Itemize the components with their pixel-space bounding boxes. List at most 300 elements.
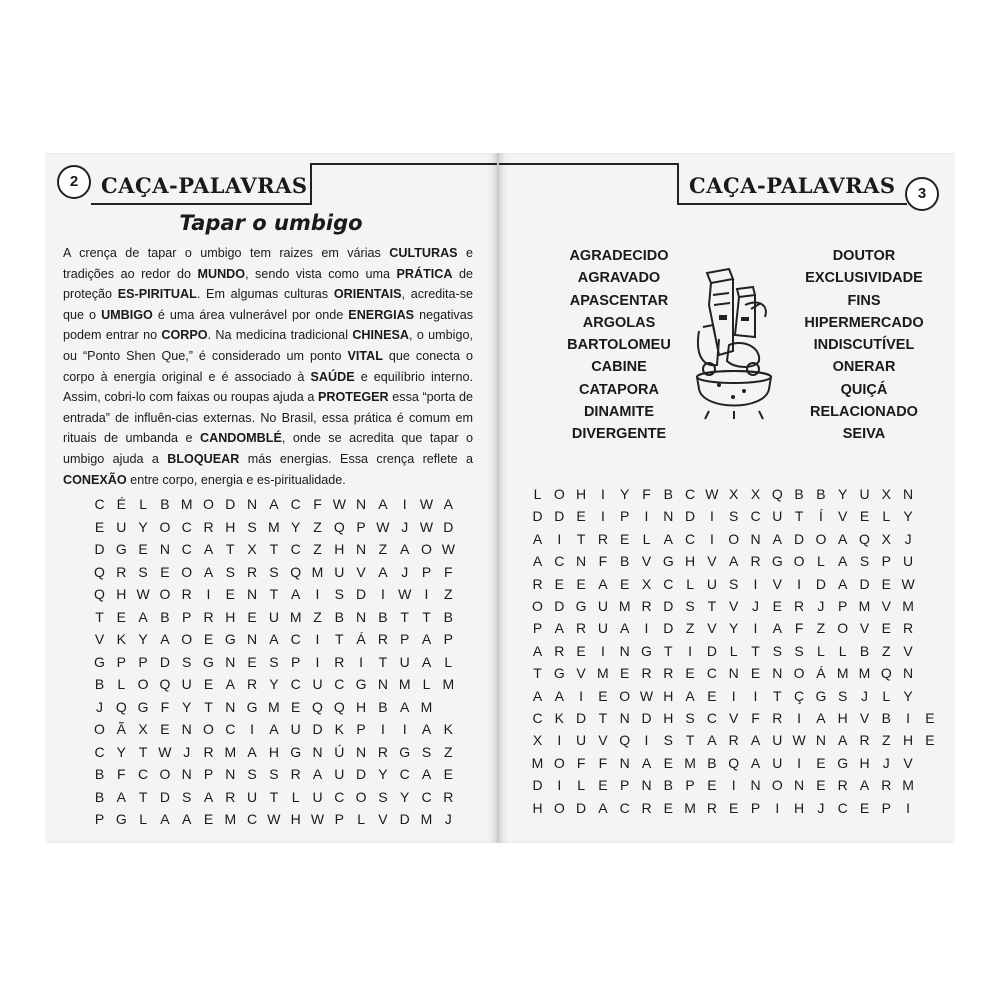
grid-letter[interactable]: H bbox=[268, 743, 279, 760]
grid-letter[interactable]: T bbox=[576, 530, 586, 547]
grid-letter[interactable]: A bbox=[685, 687, 695, 704]
grid-letter[interactable]: W bbox=[705, 486, 719, 502]
grid-letter[interactable]: P bbox=[356, 518, 366, 535]
grid-letter[interactable]: D bbox=[685, 508, 696, 525]
grid-letter[interactable]: E bbox=[859, 508, 870, 525]
grid-letter[interactable]: C bbox=[290, 541, 301, 557]
grid-letter[interactable]: L bbox=[577, 777, 585, 794]
grid-letter[interactable]: A bbox=[203, 563, 214, 580]
grid-letter[interactable]: X bbox=[729, 486, 739, 502]
grid-letter[interactable]: V bbox=[903, 642, 913, 659]
grid-letter[interactable]: I bbox=[731, 777, 736, 794]
grid-letter[interactable]: N bbox=[312, 743, 323, 760]
grid-letter[interactable]: C bbox=[619, 799, 630, 816]
grid-letter[interactable]: N bbox=[247, 586, 258, 602]
grid-letter[interactable]: A bbox=[554, 620, 564, 637]
grid-letter[interactable]: J bbox=[444, 811, 452, 827]
grid-letter[interactable]: W bbox=[376, 518, 390, 535]
grid-letter[interactable]: Q bbox=[880, 665, 892, 682]
grid-letter[interactable]: A bbox=[838, 575, 848, 592]
grid-letter[interactable]: X bbox=[641, 575, 652, 592]
grid-letter[interactable]: X bbox=[532, 732, 543, 749]
grid-letter[interactable]: O bbox=[553, 486, 565, 502]
grid-letter[interactable]: L bbox=[816, 642, 825, 659]
grid-letter[interactable]: N bbox=[815, 732, 826, 749]
grid-letter[interactable]: I bbox=[359, 653, 364, 670]
grid-letter[interactable]: Ú bbox=[334, 743, 345, 760]
grid-letter[interactable]: B bbox=[620, 553, 630, 570]
grid-letter[interactable]: F bbox=[444, 563, 453, 580]
grid-letter[interactable]: R bbox=[794, 598, 805, 614]
grid-letter[interactable]: P bbox=[203, 766, 214, 782]
grid-letter[interactable]: I bbox=[731, 687, 736, 704]
grid-letter[interactable]: D bbox=[641, 710, 652, 726]
grid-letter[interactable]: T bbox=[685, 732, 695, 749]
grid-letter[interactable]: T bbox=[794, 508, 804, 525]
grid-letter[interactable]: S bbox=[247, 518, 257, 535]
grid-letter[interactable]: R bbox=[881, 777, 892, 794]
grid-letter[interactable]: A bbox=[750, 732, 761, 749]
grid-letter[interactable]: U bbox=[597, 598, 608, 614]
grid-letter[interactable]: P bbox=[838, 598, 848, 614]
grid-letter[interactable]: S bbox=[269, 766, 279, 782]
grid-letter[interactable]: A bbox=[138, 608, 148, 625]
grid-letter[interactable]: C bbox=[138, 766, 149, 782]
grid-letter[interactable]: D bbox=[706, 642, 717, 659]
grid-letter[interactable]: E bbox=[707, 777, 717, 794]
grid-letter[interactable]: S bbox=[247, 766, 257, 782]
grid-letter[interactable]: S bbox=[334, 586, 344, 602]
grid-letter[interactable]: I bbox=[775, 799, 780, 816]
grid-letter[interactable]: D bbox=[815, 575, 826, 592]
grid-letter[interactable]: I bbox=[753, 575, 758, 592]
grid-letter[interactable]: S bbox=[378, 788, 388, 805]
grid-letter[interactable]: T bbox=[400, 608, 409, 625]
grid-letter[interactable]: Z bbox=[313, 541, 322, 557]
grid-letter[interactable]: R bbox=[377, 631, 388, 647]
grid-letter[interactable]: T bbox=[204, 698, 213, 715]
grid-letter[interactable]: L bbox=[117, 676, 126, 692]
grid-letter[interactable]: C bbox=[181, 541, 192, 557]
grid-letter[interactable]: H bbox=[663, 710, 674, 726]
grid-letter[interactable]: E bbox=[729, 799, 739, 816]
grid-letter[interactable]: Y bbox=[269, 676, 279, 692]
grid-letter[interactable]: V bbox=[903, 754, 913, 771]
grid-letter[interactable]: P bbox=[400, 631, 410, 647]
grid-letter[interactable]: U bbox=[247, 788, 258, 805]
grid-letter[interactable]: T bbox=[335, 631, 344, 647]
grid-letter[interactable]: U bbox=[706, 575, 717, 592]
grid-letter[interactable]: W bbox=[332, 496, 346, 512]
grid-letter[interactable]: A bbox=[772, 620, 782, 637]
grid-letter[interactable]: R bbox=[576, 620, 587, 637]
grid-letter[interactable]: R bbox=[641, 799, 652, 816]
grid-letter[interactable]: H bbox=[663, 687, 674, 704]
grid-letter[interactable]: Z bbox=[685, 620, 695, 637]
grid-letter[interactable]: T bbox=[598, 710, 608, 726]
grid-letter[interactable]: O bbox=[553, 799, 565, 816]
grid-letter[interactable]: X bbox=[138, 721, 148, 737]
grid-letter[interactable]: G bbox=[815, 687, 827, 704]
grid-letter[interactable]: R bbox=[750, 553, 761, 570]
grid-letter[interactable]: N bbox=[181, 766, 192, 782]
grid-letter[interactable]: U bbox=[772, 508, 783, 525]
grid-letter[interactable]: I bbox=[709, 530, 714, 547]
grid-letter[interactable]: M bbox=[858, 598, 871, 614]
grid-letter[interactable]: R bbox=[247, 676, 258, 692]
grid-letter[interactable]: B bbox=[378, 698, 388, 715]
grid-letter[interactable]: R bbox=[203, 518, 214, 535]
grid-letter[interactable]: S bbox=[182, 653, 192, 670]
grid-letter[interactable]: P bbox=[182, 608, 192, 625]
grid-letter[interactable]: I bbox=[579, 687, 584, 704]
grid-letter[interactable]: Á bbox=[356, 631, 366, 647]
grid-letter[interactable]: U bbox=[334, 766, 345, 782]
grid-letter[interactable]: M bbox=[836, 665, 849, 682]
grid-letter[interactable]: C bbox=[837, 799, 848, 816]
grid-letter[interactable]: N bbox=[356, 541, 367, 557]
grid-letter[interactable]: A bbox=[203, 541, 214, 557]
grid-letter[interactable]: W bbox=[310, 811, 325, 827]
grid-letter[interactable]: D bbox=[794, 530, 805, 547]
grid-letter[interactable]: Q bbox=[333, 698, 345, 715]
grid-letter[interactable]: Z bbox=[882, 732, 891, 749]
grid-letter[interactable]: A bbox=[378, 496, 388, 512]
grid-letter[interactable]: A bbox=[729, 553, 739, 570]
grid-letter[interactable]: I bbox=[557, 732, 562, 749]
grid-letter[interactable]: W bbox=[267, 811, 281, 827]
grid-letter[interactable]: N bbox=[619, 710, 630, 726]
grid-letter[interactable]: E bbox=[925, 732, 935, 749]
grid-letter[interactable]: Y bbox=[182, 698, 192, 715]
grid-letter[interactable]: O bbox=[771, 777, 783, 794]
grid-letter[interactable]: U bbox=[772, 754, 783, 771]
grid-letter[interactable]: E bbox=[225, 586, 235, 602]
grid-letter[interactable]: C bbox=[290, 631, 301, 647]
grid-letter[interactable]: Ã bbox=[116, 721, 126, 737]
grid-letter[interactable]: O bbox=[815, 530, 827, 547]
grid-letter[interactable]: C bbox=[94, 496, 105, 512]
grid-letter[interactable]: A bbox=[838, 530, 848, 547]
grid-letter[interactable]: Q bbox=[290, 563, 302, 580]
grid-letter[interactable]: R bbox=[641, 665, 652, 682]
grid-letter[interactable]: I bbox=[402, 496, 407, 512]
grid-letter[interactable]: A bbox=[532, 530, 543, 547]
grid-letter[interactable]: V bbox=[641, 553, 652, 570]
grid-letter[interactable]: G bbox=[115, 811, 127, 827]
grid-letter[interactable]: R bbox=[706, 799, 717, 816]
grid-letter[interactable]: S bbox=[421, 743, 432, 760]
grid-letter[interactable]: L bbox=[816, 553, 825, 570]
grid-letter[interactable]: S bbox=[269, 653, 279, 670]
grid-letter[interactable]: M bbox=[420, 811, 433, 827]
grid-letter[interactable]: Y bbox=[838, 486, 848, 502]
grid-letter[interactable]: F bbox=[160, 698, 170, 715]
grid-letter[interactable]: P bbox=[881, 799, 891, 816]
grid-letter[interactable]: C bbox=[181, 518, 192, 535]
grid-letter[interactable]: S bbox=[838, 687, 848, 704]
grid-letter[interactable]: E bbox=[576, 642, 586, 659]
grid-letter[interactable]: X bbox=[750, 486, 761, 502]
grid-letter[interactable]: O bbox=[553, 754, 565, 771]
grid-letter[interactable]: J bbox=[817, 598, 825, 614]
grid-letter[interactable]: J bbox=[183, 743, 191, 760]
grid-letter[interactable]: A bbox=[203, 788, 214, 805]
grid-letter[interactable]: I bbox=[600, 508, 605, 525]
grid-letter[interactable]: W bbox=[792, 732, 806, 749]
grid-letter[interactable]: T bbox=[269, 586, 279, 602]
grid-letter[interactable]: G bbox=[399, 743, 411, 760]
grid-letter[interactable]: J bbox=[752, 598, 759, 614]
grid-letter[interactable]: V bbox=[598, 732, 608, 749]
grid-letter[interactable]: I bbox=[688, 642, 693, 659]
grid-letter[interactable]: D bbox=[532, 508, 543, 525]
grid-letter[interactable]: Y bbox=[138, 518, 148, 535]
grid-letter[interactable]: K bbox=[116, 631, 126, 647]
grid-letter[interactable]: R bbox=[859, 732, 870, 749]
grid-letter[interactable]: H bbox=[532, 799, 543, 816]
grid-letter[interactable]: C bbox=[706, 710, 717, 726]
grid-letter[interactable]: M bbox=[268, 698, 280, 715]
grid-letter[interactable]: R bbox=[837, 777, 848, 794]
grid-letter[interactable]: B bbox=[881, 710, 891, 726]
grid-letter[interactable]: Q bbox=[159, 676, 171, 692]
grid-letter[interactable]: U bbox=[312, 788, 323, 805]
grid-letter[interactable]: F bbox=[794, 620, 804, 637]
grid-letter[interactable]: C bbox=[706, 665, 717, 682]
grid-letter[interactable]: A bbox=[554, 687, 564, 704]
grid-letter[interactable]: A bbox=[620, 620, 630, 637]
grid-letter[interactable]: Z bbox=[444, 586, 453, 602]
grid-letter[interactable]: I bbox=[250, 721, 255, 737]
grid-letter[interactable]: A bbox=[641, 754, 652, 771]
grid-letter[interactable]: I bbox=[906, 799, 911, 816]
grid-letter[interactable]: E bbox=[620, 575, 630, 592]
grid-letter[interactable]: L bbox=[882, 687, 891, 704]
grid-letter[interactable]: O bbox=[137, 676, 149, 692]
grid-letter[interactable]: M bbox=[398, 676, 411, 692]
grid-letter[interactable]: O bbox=[728, 530, 740, 547]
grid-letter[interactable]: U bbox=[312, 676, 323, 692]
grid-letter[interactable]: Y bbox=[903, 508, 913, 525]
grid-letter[interactable]: Y bbox=[138, 631, 148, 647]
grid-letter[interactable]: E bbox=[160, 721, 170, 737]
grid-letter[interactable]: B bbox=[663, 486, 673, 502]
grid-letter[interactable]: Q bbox=[94, 586, 105, 602]
grid-letter[interactable]: M bbox=[684, 754, 696, 771]
grid-letter[interactable]: F bbox=[117, 766, 126, 782]
grid-letter[interactable]: W bbox=[419, 496, 434, 512]
grid-letter[interactable]: B bbox=[160, 608, 170, 625]
grid-letter[interactable]: J bbox=[401, 563, 409, 580]
grid-letter[interactable]: R bbox=[225, 788, 236, 805]
grid-letter[interactable]: C bbox=[554, 553, 565, 570]
grid-letter[interactable]: B bbox=[443, 608, 453, 625]
grid-letter[interactable]: U bbox=[903, 553, 914, 570]
grid-letter[interactable]: E bbox=[598, 777, 608, 794]
grid-letter[interactable]: A bbox=[160, 631, 170, 647]
grid-letter[interactable]: E bbox=[598, 687, 608, 704]
grid-letter[interactable]: A bbox=[859, 777, 870, 794]
grid-letter[interactable]: F bbox=[313, 496, 322, 512]
grid-letter[interactable]: X bbox=[247, 541, 257, 557]
grid-letter[interactable]: M bbox=[531, 754, 544, 771]
grid-letter[interactable]: Q bbox=[115, 698, 127, 715]
grid-letter[interactable]: C bbox=[290, 676, 301, 692]
grid-letter[interactable]: D bbox=[356, 586, 367, 602]
grid-letter[interactable]: B bbox=[859, 642, 870, 659]
grid-letter[interactable]: M bbox=[224, 811, 237, 827]
grid-letter[interactable]: R bbox=[554, 642, 565, 659]
grid-letter[interactable]: C bbox=[225, 721, 236, 737]
grid-letter[interactable]: O bbox=[159, 586, 171, 602]
grid-letter[interactable]: D bbox=[663, 620, 674, 637]
grid-letter[interactable]: T bbox=[773, 687, 782, 704]
grid-letter[interactable]: N bbox=[356, 608, 367, 625]
grid-letter[interactable]: I bbox=[644, 620, 649, 637]
grid-letter[interactable]: E bbox=[772, 598, 782, 614]
grid-letter[interactable]: G bbox=[553, 665, 565, 682]
grid-letter[interactable]: D bbox=[859, 575, 870, 592]
grid-letter[interactable]: P bbox=[685, 777, 695, 794]
grid-letter[interactable]: I bbox=[600, 642, 605, 659]
grid-letter[interactable]: L bbox=[882, 508, 891, 525]
grid-letter[interactable]: T bbox=[138, 743, 148, 760]
grid-letter[interactable]: K bbox=[334, 721, 344, 737]
grid-letter[interactable]: P bbox=[356, 721, 366, 737]
grid-letter[interactable]: N bbox=[247, 496, 258, 512]
grid-letter[interactable]: R bbox=[663, 665, 674, 682]
grid-letter[interactable]: U bbox=[597, 620, 608, 637]
grid-letter[interactable]: G bbox=[94, 653, 105, 670]
grid-letter[interactable]: A bbox=[598, 799, 608, 816]
grid-letter[interactable]: M bbox=[902, 777, 914, 794]
grid-letter[interactable]: E bbox=[881, 620, 891, 637]
grid-letter[interactable]: S bbox=[729, 508, 739, 525]
grid-letter[interactable]: A bbox=[312, 766, 323, 782]
grid-letter[interactable]: J bbox=[817, 799, 825, 816]
grid-letter[interactable]: C bbox=[247, 811, 258, 827]
grid-letter[interactable]: O bbox=[181, 631, 193, 647]
grid-letter[interactable]: P bbox=[620, 777, 630, 794]
grid-letter[interactable]: E bbox=[576, 575, 586, 592]
grid-letter[interactable]: N bbox=[619, 642, 630, 659]
grid-letter[interactable]: N bbox=[159, 541, 170, 557]
grid-letter[interactable]: H bbox=[903, 732, 914, 749]
grid-letter[interactable]: F bbox=[751, 710, 760, 726]
grid-letter[interactable]: S bbox=[794, 642, 804, 659]
grid-letter[interactable]: T bbox=[138, 788, 148, 805]
grid-letter[interactable]: O bbox=[355, 788, 367, 805]
grid-letter[interactable]: U bbox=[334, 563, 345, 580]
grid-letter[interactable]: J bbox=[96, 698, 103, 715]
grid-letter[interactable]: H bbox=[290, 811, 301, 827]
grid-letter[interactable]: X bbox=[881, 486, 891, 502]
grid-letter[interactable]: I bbox=[600, 486, 605, 502]
grid-letter[interactable]: D bbox=[554, 598, 565, 614]
grid-letter[interactable]: E bbox=[160, 563, 170, 580]
grid-letter[interactable]: A bbox=[160, 811, 170, 827]
grid-letter[interactable]: Z bbox=[378, 541, 388, 557]
grid-letter[interactable]: A bbox=[838, 732, 848, 749]
grid-letter[interactable]: C bbox=[94, 743, 105, 760]
grid-letter[interactable]: M bbox=[224, 743, 237, 760]
grid-letter[interactable]: É bbox=[116, 496, 126, 512]
grid-letter[interactable]: Y bbox=[291, 518, 301, 535]
grid-letter[interactable]: T bbox=[751, 642, 760, 659]
grid-letter[interactable]: K bbox=[554, 710, 564, 726]
grid-letter[interactable]: D bbox=[225, 496, 236, 512]
grid-letter[interactable]: O bbox=[837, 620, 849, 637]
grid-letter[interactable]: D bbox=[554, 508, 565, 525]
grid-letter[interactable]: L bbox=[642, 530, 651, 547]
grid-letter[interactable]: E bbox=[685, 665, 695, 682]
grid-letter[interactable]: C bbox=[750, 508, 761, 525]
grid-letter[interactable]: B bbox=[663, 777, 673, 794]
grid-letter[interactable]: B bbox=[816, 486, 826, 502]
grid-letter[interactable]: Y bbox=[116, 743, 126, 760]
grid-letter[interactable]: W bbox=[158, 743, 172, 760]
grid-letter[interactable]: I bbox=[424, 586, 429, 602]
grid-letter[interactable]: I bbox=[797, 710, 802, 726]
grid-letter[interactable]: V bbox=[859, 710, 870, 726]
grid-letter[interactable]: A bbox=[182, 811, 192, 827]
grid-letter[interactable]: D bbox=[576, 799, 587, 816]
grid-letter[interactable]: N bbox=[641, 777, 652, 794]
grid-letter[interactable]: R bbox=[903, 620, 914, 637]
grid-letter[interactable]: M bbox=[902, 598, 914, 614]
grid-letter[interactable]: T bbox=[378, 653, 388, 670]
grid-letter[interactable]: C bbox=[421, 788, 432, 805]
grid-letter[interactable]: H bbox=[859, 754, 870, 771]
grid-letter[interactable]: M bbox=[180, 496, 193, 512]
grid-letter[interactable]: A bbox=[421, 721, 432, 737]
grid-letter[interactable]: E bbox=[620, 530, 630, 547]
grid-letter[interactable]: F bbox=[598, 553, 608, 570]
grid-letter[interactable]: R bbox=[116, 563, 127, 580]
grid-letter[interactable]: S bbox=[859, 553, 870, 570]
grid-letter[interactable]: T bbox=[269, 541, 279, 557]
grid-letter[interactable]: A bbox=[421, 766, 432, 782]
grid-letter[interactable]: P bbox=[291, 653, 301, 670]
grid-letter[interactable]: A bbox=[400, 541, 410, 557]
grid-letter[interactable]: A bbox=[707, 732, 717, 749]
grid-letter[interactable]: V bbox=[707, 553, 717, 570]
grid-letter[interactable]: C bbox=[685, 486, 696, 502]
grid-letter[interactable]: G bbox=[662, 553, 674, 570]
grid-letter[interactable]: C bbox=[399, 766, 410, 782]
grid-letter[interactable]: N bbox=[750, 530, 761, 547]
grid-letter[interactable]: O bbox=[94, 721, 105, 737]
grid-letter[interactable]: E bbox=[816, 754, 826, 771]
grid-letter[interactable]: T bbox=[707, 598, 717, 614]
grid-letter[interactable]: I bbox=[315, 586, 320, 602]
grid-letter[interactable]: J bbox=[904, 530, 912, 547]
grid-letter[interactable]: Z bbox=[313, 518, 322, 535]
grid-letter[interactable]: L bbox=[686, 575, 694, 592]
grid-letter[interactable]: K bbox=[443, 721, 453, 737]
grid-letter[interactable]: D bbox=[532, 777, 543, 794]
grid-letter[interactable]: R bbox=[728, 732, 739, 749]
grid-letter[interactable]: I bbox=[380, 586, 385, 602]
grid-letter[interactable]: B bbox=[334, 608, 344, 625]
grid-letter[interactable]: D bbox=[159, 653, 170, 670]
grid-letter[interactable]: H bbox=[356, 698, 367, 715]
grid-letter[interactable]: D bbox=[312, 721, 323, 737]
grid-letter[interactable]: O bbox=[532, 598, 543, 614]
grid-letter[interactable]: P bbox=[116, 653, 126, 670]
grid-letter[interactable]: P bbox=[532, 620, 543, 637]
